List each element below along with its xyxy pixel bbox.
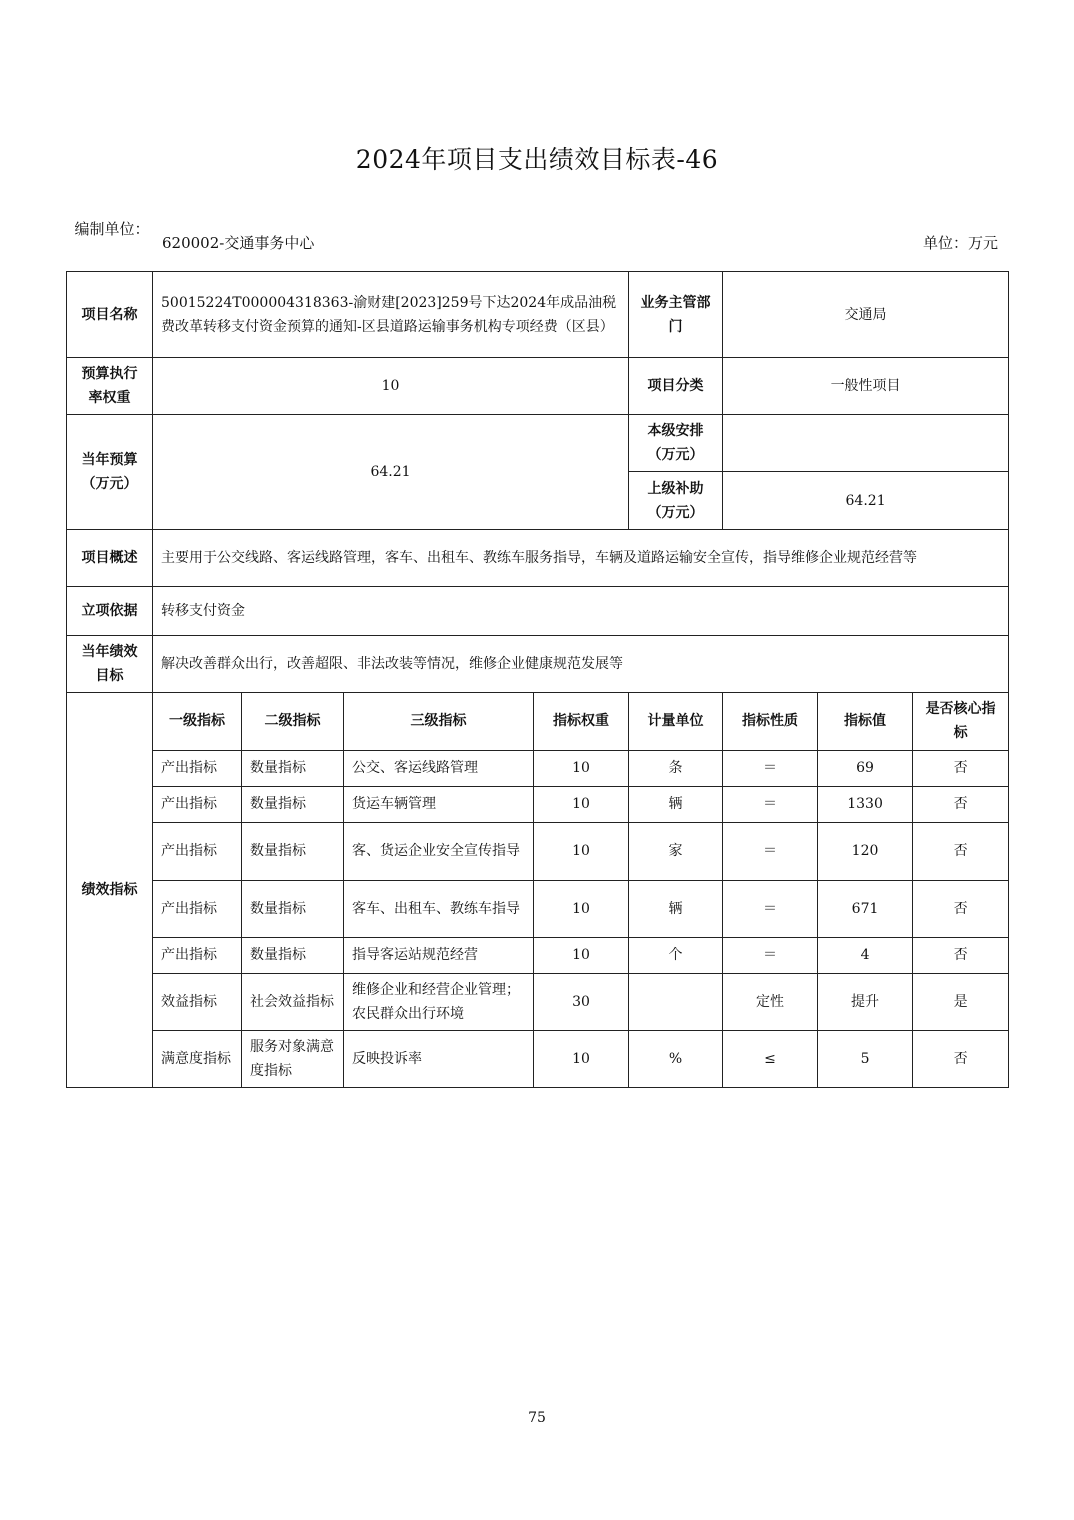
cell-core: 否 [913, 880, 1009, 937]
page-title: 2024年项目支出绩效目标表-46 [355, 145, 719, 174]
indicator-header: 指标值 [818, 693, 913, 750]
performance-table [66, 271, 1009, 1088]
project-name-label: 项目名称 [67, 272, 153, 358]
cell-core: 否 [913, 750, 1009, 786]
cell-value: 4 [818, 937, 913, 973]
cell-level3: 客车、出租车、教练车指导 [344, 880, 534, 937]
goal-label: 当年绩效目标 [67, 636, 153, 693]
cell-value: 120 [818, 822, 913, 880]
budget-label: 当年预算（万元） [67, 415, 153, 530]
cell-nature: ≤ [723, 1030, 818, 1087]
cell-nature: 定性 [723, 973, 818, 1030]
cell-nature: ＝ [723, 937, 818, 973]
cell-unit: 辆 [629, 880, 723, 937]
cell-level3: 货运车辆管理 [344, 786, 534, 822]
cell-nature: ＝ [723, 786, 818, 822]
cell-nature: ＝ [723, 880, 818, 937]
cell-nature: ＝ [723, 750, 818, 786]
cell-value: 671 [818, 880, 913, 937]
budget-value: 64.21 [153, 415, 629, 530]
cell-core: 否 [913, 822, 1009, 880]
perf-label: 绩效指标 [67, 693, 153, 1088]
cell-unit: 个 [629, 937, 723, 973]
indicator-header: 是否核心指标 [913, 693, 1009, 750]
cell-weight: 10 [534, 822, 629, 880]
indicator-header: 计量单位 [629, 693, 723, 750]
overview-value: 主要用于公交线路、客运线路管理，客车、出租车、教练车服务指导，车辆及道路运输安全宣传，指导维修企业规范经营等 [153, 530, 1009, 587]
cell-unit: 辆 [629, 786, 723, 822]
basis-value: 转移支付资金 [153, 587, 1009, 636]
cell-nature: ＝ [723, 822, 818, 880]
overview-label: 项目概述 [67, 530, 153, 587]
page-number: 75 [528, 1410, 546, 1426]
cell-value: 5 [818, 1030, 913, 1087]
cell-weight: 30 [534, 973, 629, 1030]
cell-unit: % [629, 1030, 723, 1087]
table-row [67, 750, 1009, 786]
cell-level2: 服务对象满意度指标 [242, 1030, 344, 1087]
cell-value: 提升 [818, 973, 913, 1030]
cell-unit [629, 973, 723, 1030]
basis-label: 立项依据 [67, 587, 153, 636]
dept-label: 业务主管部门 [629, 272, 723, 358]
cell-level1: 效益指标 [153, 973, 242, 1030]
cell-level1: 产出指标 [153, 937, 242, 973]
cell-weight: 10 [534, 937, 629, 973]
weight-label: 预算执行率权重 [67, 358, 153, 415]
cell-core: 否 [913, 1030, 1009, 1087]
dept-value: 交通局 [723, 272, 1009, 358]
cell-weight: 10 [534, 880, 629, 937]
indicator-header: 指标性质 [723, 693, 818, 750]
table-row [67, 973, 1009, 1030]
weight-value: 10 [153, 358, 629, 415]
cell-level3: 客、货运企业安全宣传指导 [344, 822, 534, 880]
cell-level2: 数量指标 [242, 880, 344, 937]
cell-core: 否 [913, 937, 1009, 973]
table-row [67, 937, 1009, 973]
cell-level2: 社会效益指标 [242, 973, 344, 1030]
cell-level1: 产出指标 [153, 786, 242, 822]
cell-level3: 公交、客运线路管理 [344, 750, 534, 786]
cell-unit: 家 [629, 822, 723, 880]
cell-core: 否 [913, 786, 1009, 822]
cell-weight: 10 [534, 750, 629, 786]
cell-weight: 10 [534, 1030, 629, 1087]
unit-label: 编制单位： [74, 220, 150, 238]
cell-level1: 产出指标 [153, 822, 242, 880]
upper-value: 64.21 [723, 472, 1009, 530]
cell-level3: 指导客运站规范经营 [344, 937, 534, 973]
cell-value: 1330 [818, 786, 913, 822]
cell-core: 是 [913, 973, 1009, 1030]
category-label: 项目分类 [629, 358, 723, 415]
goal-value: 解决改善群众出行，改善超限、非法改装等情况，维修企业健康规范发展等 [153, 636, 1009, 693]
cell-level1: 产出指标 [153, 750, 242, 786]
table-row [67, 1030, 1009, 1087]
cell-level1: 产出指标 [153, 880, 242, 937]
local-label: 本级安排（万元） [629, 415, 723, 472]
indicator-header: 指标权重 [534, 693, 629, 750]
table-row [67, 880, 1009, 937]
cell-level3: 维修企业和经营企业管理；农民群众出行环境 [344, 973, 534, 1030]
table-row [67, 786, 1009, 822]
currency-unit: 单位：万元 [922, 234, 998, 252]
indicator-header: 一级指标 [153, 693, 242, 750]
table-row [67, 822, 1009, 880]
cell-level3: 反映投诉率 [344, 1030, 534, 1087]
cell-level2: 数量指标 [242, 822, 344, 880]
cell-level2: 数量指标 [242, 786, 344, 822]
indicator-header: 三级指标 [344, 693, 534, 750]
cell-level1: 满意度指标 [153, 1030, 242, 1087]
cell-level2: 数量指标 [242, 750, 344, 786]
cell-weight: 10 [534, 786, 629, 822]
cell-value: 69 [818, 750, 913, 786]
category-value: 一般性项目 [723, 358, 1009, 415]
upper-label: 上级补助（万元） [629, 472, 723, 530]
project-name-value: 50015224T000004318363-渝财建[2023]259号下达2024年成品油税费改革转移支付资金预算的通知-区县道路运输事务机构专项经费（区县） [153, 272, 629, 358]
indicator-header: 二级指标 [242, 693, 344, 750]
unit-value: 620002-交通事务中心 [162, 234, 315, 252]
local-value [723, 415, 1009, 472]
cell-unit: 条 [629, 750, 723, 786]
cell-level2: 数量指标 [242, 937, 344, 973]
